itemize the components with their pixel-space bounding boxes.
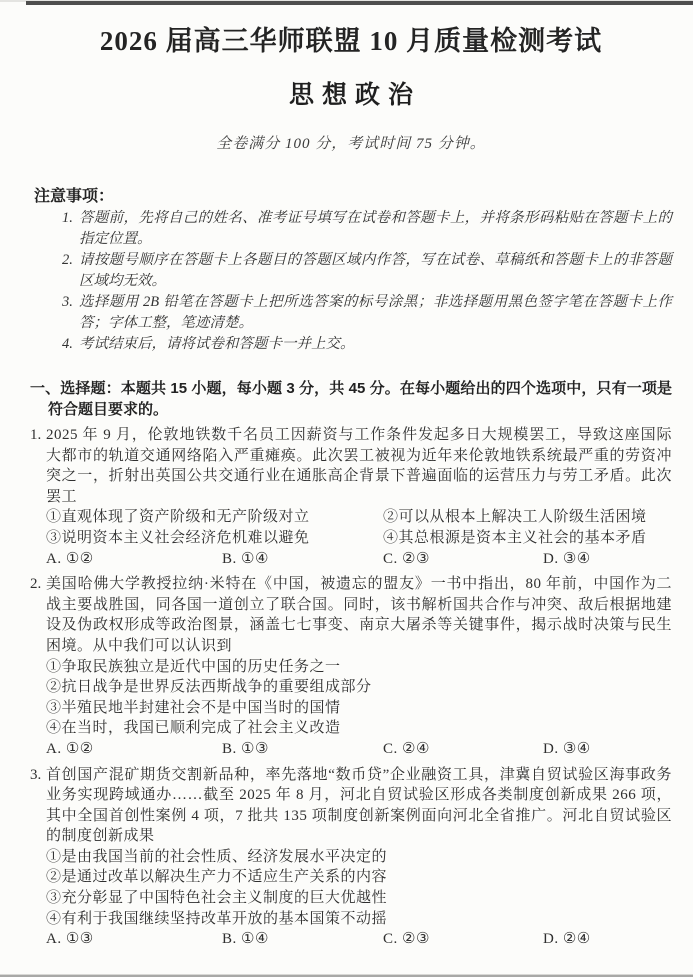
choices-row [30, 929, 672, 950]
note-text: 答题前，先将自己的姓名、准考证号填写在试卷和答题卡上，并将条形码粘贴在答题卡上的指定位置。 [79, 210, 672, 247]
note-number: 1. [62, 210, 73, 226]
sub-options [30, 507, 672, 548]
exam-info-line: 全卷满分 100 分，考试时间 75 分钟。 [216, 136, 486, 152]
page-title: 2026 届高三华师联盟 10 月质量检测考试 [99, 26, 603, 56]
note-item [30, 292, 672, 334]
note-item [30, 208, 672, 250]
note-text: 请按题号顺序在答题卡上各题目的答题区域内作答，写在试卷、草稿纸和答题卡上的非答题区域均无效。 [79, 252, 672, 289]
sub-option: ②是通过改革以解决生产力不适应生产关系的内容 [46, 869, 388, 886]
question-number: 1. [30, 427, 42, 443]
question-stem: 首创国产混矿期货交割新品种，率先落地“数币贷”企业融资工具，津冀自贸试验区海事政务业务实现跨域通办……截至 2025 年 8 月，河北自贸试验区形成各类制度创新成果 266 项，其中全国首创性案例 4 项，7 批共 135 项制度创新案例面向河北全省推广。河北自贸试验区的制度创新成果 [46, 766, 672, 845]
notes-heading: 注意事项： [34, 188, 115, 205]
choice-d: D. ③④ [543, 550, 591, 567]
sub-option: ④其总根源是资本主义社会的基本矛盾 [383, 529, 647, 546]
choice-a: A. ①③ [46, 931, 94, 948]
question-block-3 [30, 765, 672, 950]
sub-option: ②可以从根本上解决工人阶级生活困境 [383, 509, 647, 526]
sub-option: ①争取民族独立是近代中国的历史任务之一 [46, 658, 341, 675]
sub-option: ③半殖民地半封建社会不是中国当时的国情 [46, 699, 341, 716]
choice-a: A. ①② [46, 740, 94, 757]
sub-option: ③充分彰显了中国特色社会主义制度的巨大优越性 [46, 890, 388, 907]
choice-b: B. ①④ [222, 931, 269, 948]
choice-d: D. ②④ [543, 931, 591, 948]
subject-title: 思想政治 [288, 81, 421, 109]
note-item [30, 334, 672, 355]
question-number: 3. [30, 766, 42, 783]
note-text: 考试结束后，请将试卷和答题卡一并上交。 [79, 336, 355, 352]
question-block-1 [30, 425, 672, 569]
notes-list [30, 208, 672, 355]
choice-b: B. ①④ [222, 550, 269, 567]
sub-option: ③说明资本主义社会经济危机难以避免 [46, 529, 310, 546]
question-stem: 美国哈佛大学教授拉纳·米特在《中国，被遗忘的盟友》一书中指出，80 年前，中国作为二战主要战胜国，同各国一道创立了联合国。同时，该书解析国共合作与冲突、敌后根据地建设及伪政权形成等政治图景，涵盖七七事变、南京大屠杀等关键事件，揭示战时决策与民生困境。从中我们可以认识到 [46, 576, 672, 654]
sub-option: ④有利于我国继续坚持改革开放的基本国策不动摇 [46, 910, 388, 927]
choices-row [30, 739, 672, 760]
question-block-2 [30, 574, 672, 759]
choice-c: C. ②④ [383, 740, 430, 757]
sub-options [30, 657, 672, 739]
sub-option: ①是由我国当前的社会性质、经济发展水平决定的 [46, 848, 388, 865]
sub-options [30, 847, 672, 929]
sub-option: ②抗日战争是世界反法西斯战争的重要组成部分 [46, 679, 372, 696]
note-item [30, 250, 672, 292]
choice-a: A. ①② [46, 550, 94, 567]
note-number: 4. [62, 336, 73, 352]
note-number: 3. [62, 294, 73, 310]
choice-b: B. ①③ [222, 740, 269, 757]
question-stem: 2025 年 9 月，伦敦地铁数千名员工因薪资与工作条件发起多日大规模罢工，导致这座国际大都市的轨道交通网络陷入严重瘫痪。此次罢工被视为近年来伦敦地铁系统最严重的劳资冲突之一，折射出英国公共交通行业在通胀高企背景下普遍面临的运营压力与劳工矛盾。此次罢工 [46, 427, 672, 505]
note-text: 选择题用 2B 铅笔在答题卡上把所选答案的标号涂黑；非选择题用黑色签字笔在答题卡上作答；字体工整，笔迹清楚。 [79, 294, 672, 331]
sub-option: ④在当时，我国已顺利完成了社会主义改造 [46, 720, 341, 737]
note-number: 2. [62, 252, 73, 268]
sub-option: ①直观体现了资产阶级和无产阶级对立 [46, 509, 310, 526]
choice-c: C. ②③ [383, 931, 430, 948]
choice-d: D. ③④ [543, 740, 591, 757]
choice-c: C. ②③ [383, 550, 430, 567]
choices-row [30, 549, 672, 570]
question-number: 2. [30, 576, 42, 593]
section-heading: 一、选择题：本题共 15 小题，每小题 3 分，共 45 分。在每小题给出的四个选项中，只有一项是符合题目要求的。 [30, 380, 672, 418]
